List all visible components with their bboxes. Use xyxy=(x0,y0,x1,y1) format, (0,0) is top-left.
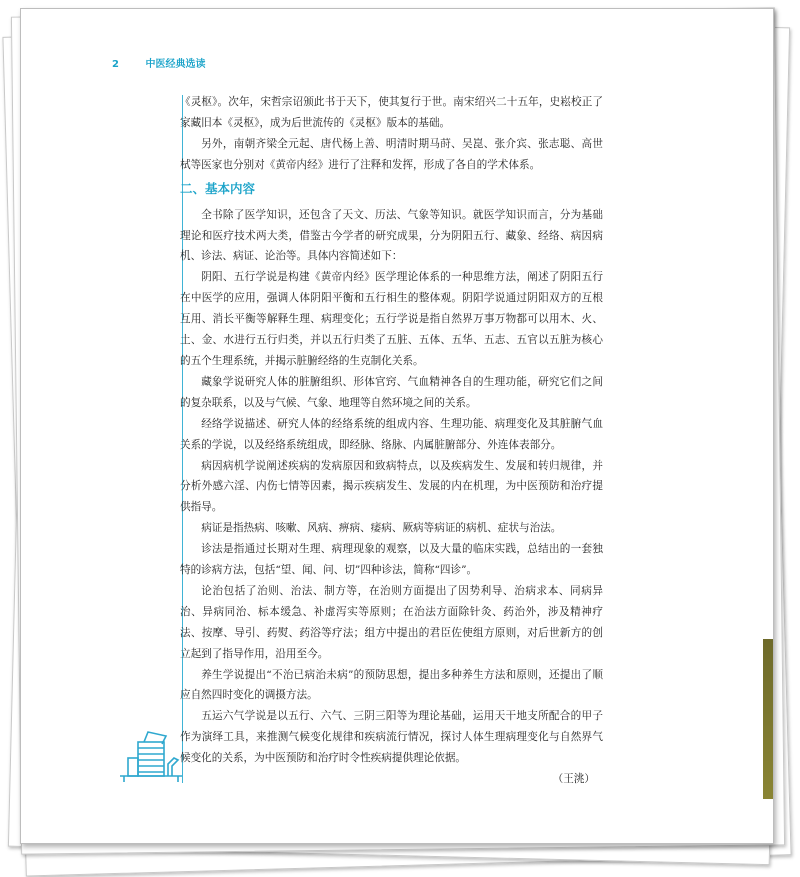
books-on-desk-icon xyxy=(118,728,184,784)
paragraph: 《灵枢》。次年，宋哲宗诏颁此书于天下，使其复行于世。南宋绍兴二十五年，史崧校正了家藏旧本《灵枢》，成为后世流传的《灵枢》版本的基础。 xyxy=(180,96,603,129)
book-title: 中医经典选读 xyxy=(145,59,206,70)
paragraph: 全书除了医学知识，还包含了天文、历法、气象等知识。就医学知识而言，分为基础理论和医疗技术两大类，借鉴古今学者的研究成果，分为阴阳五行、藏象、经络、病因病机、诊法、病证、论治等。具体内容简述如下： xyxy=(180,208,603,263)
page-number: 2 xyxy=(112,59,119,70)
paragraph: 诊法是指通过长期对生理、病理现象的观察，以及大量的临床实践，总结出的一套独特的诊病方法，包括“望、闻、问、切”四种诊法，简称“四诊”。 xyxy=(180,543,603,577)
paragraph: 病因病机学说阐述疾病的发病原因和致病特点，以及疾病发生、发展和转归规律，并分析外感六淫、内伤七情等因素，揭示疾病发生、发展的内在机理，为中医预防和治疗提供指导。 xyxy=(180,459,603,514)
paragraph: 五运六气学说是以五行、六气、三阴三阳等为理论基础，运用天干地支所配合的甲子作为演绎工具，来推测气候变化规律和疾病流行情况，探讨人体生理病理变化与自然界气候变化的关系，为中医预防和治疗时令性疾病提供理论依据。 xyxy=(180,710,603,765)
body-text xyxy=(180,92,603,790)
page-edge-strip xyxy=(763,639,773,799)
paragraph: 病证是指热病、咳嗽、风病、痹病、痿病、厥病等病证的病机、症状与治法。 xyxy=(201,522,562,535)
paragraph: 养生学说提出“不治已病治未病”的预防思想，提出多种养生方法和原则，还提出了顺应自然四时变化的调摄方法。 xyxy=(180,668,603,702)
author-credit: （王洮） xyxy=(552,773,595,786)
paragraph: 阴阳、五行学说是构建《黄帝内经》医学理论体系的一种思维方法，阐述了阴阳五行在中医学的应用，强调人体阴阳平衡和五行相生的整体观。阴阳学说通过阴阳双方的互根互用、消长平衡等解释生理、病理变化；五行学说是指自然界万事万物都可以用木、火、土、金、水进行五行归类，并以五行归类了五脏、五体、五华、五志、五官以五脏为核心的五个生理系统，并揭示脏腑经络的生克制化关系。 xyxy=(180,271,603,367)
running-header xyxy=(112,55,205,73)
paragraph: 另外，南朝齐梁全元起、唐代杨上善、明清时期马莳、吴崑、张介宾、张志聪、高世栻等医家也分别对《黄帝内经》进行了注释和发挥，形成了各自的学术体系。 xyxy=(180,137,603,171)
paragraph: 论治包括了治则、治法、制方等，在治则方面提出了因势利导、治病求本、同病异治、异病同治、标本缓急、补虚泻实等原则；在治法方面除针灸、药治外，涉及精神疗法、按摩、导引、药熨、药浴等疗法；组方中提出的君臣佐使组方原则，对后世新方的创立起到了指导作用，沿用至今。 xyxy=(180,584,603,660)
section-heading: 二、基本内容 xyxy=(180,180,256,196)
paragraph: 藏象学说研究人体的脏腑组织、形体官窍、气血精神各自的生理功能，研究它们之间的复杂联系，以及与气候、气象、地理等自然环境之间的关系。 xyxy=(180,375,603,409)
paragraph: 经络学说描述、研究人体的经络系统的组成内容、生理功能、病理变化及其脏腑气血关系的学说，以及经络系统组成，即经脉、络脉、内属脏腑部分、外连体表部分。 xyxy=(180,417,603,451)
